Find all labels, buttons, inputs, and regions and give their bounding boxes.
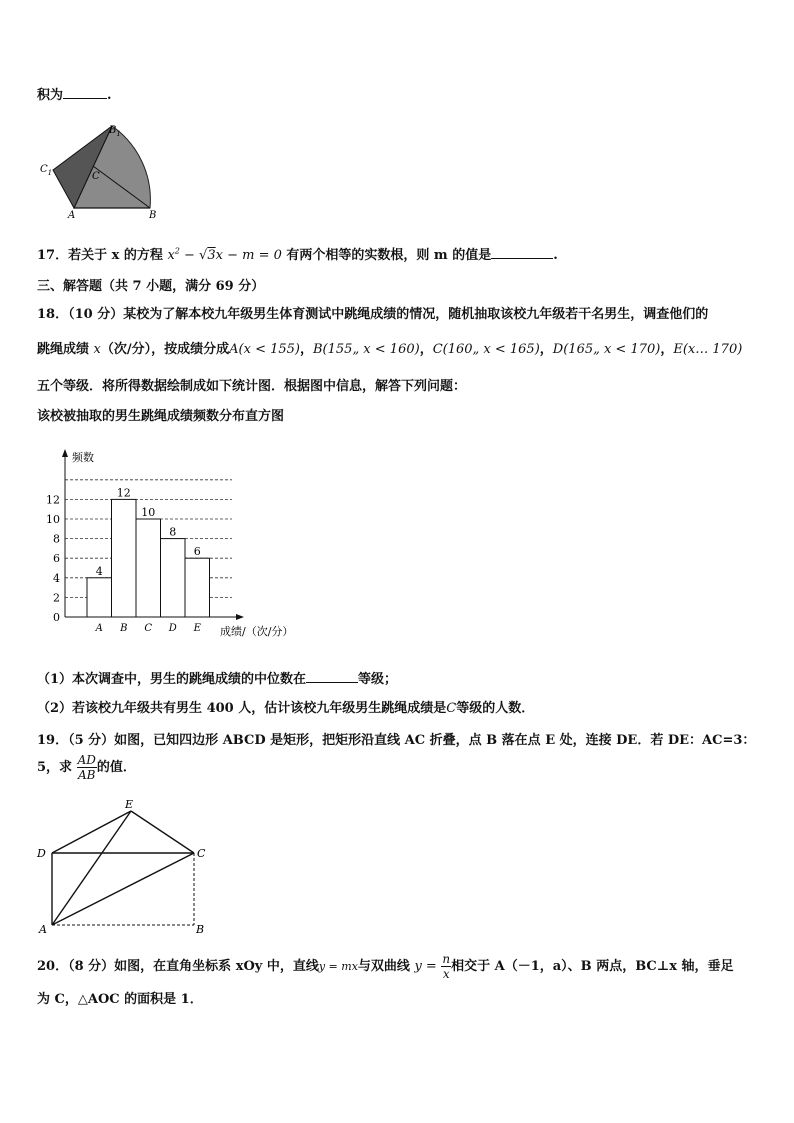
q18-sub2-a: （2）若该校九年级共有男生 400 人，估计该校九年级男生跳绳成绩是	[37, 701, 447, 716]
q19-figure	[34, 795, 219, 940]
range-a: A(x < 155)	[229, 342, 300, 357]
y-tick-label: 10	[46, 513, 60, 526]
q20-line-2: 为 C，△AOC 的面积是 1．	[37, 992, 203, 1007]
bar-B	[112, 499, 137, 617]
q18-line2-a: 跳绳成绩	[37, 342, 90, 357]
label-e: E	[125, 798, 134, 811]
section-3-heading: 三、解答题（共 7 小题，满分 69 分）	[37, 279, 265, 294]
q18-sub2	[37, 697, 534, 716]
q18-line-1: 18．（10 分）某校为了解本校九年级男生体育测试中跳绳成绩的情况，随机抽取该校九年级若干名男生，调查他们的	[37, 307, 709, 322]
q20-fraction: $\frac{n}{x}$	[442, 952, 451, 981]
label-c19: C	[197, 847, 206, 860]
q16-figure	[34, 120, 164, 220]
segment-ae	[52, 811, 131, 925]
q18-sub2-c: C	[446, 701, 457, 716]
q20-line1-b: 与双曲线	[357, 959, 410, 974]
y-tick-label: 2	[53, 591, 60, 605]
q19-fraction: $\frac{AD}{AB}$	[77, 753, 96, 782]
q18-line-2: 跳绳成绩 x（次/分），按成绩分成A(x < 155)，B(155„ x < 160)，C(160„ x < 165)，D(165„ x < 170)，E(x… 170)	[37, 342, 743, 357]
q18-sub1	[37, 668, 397, 687]
q20-line1-a: 20．（8 分）如图，在直角坐标系 xOy 中，直线	[37, 959, 319, 974]
q17-text-b: 有两个相等的实数根，则 m 的值是	[286, 248, 492, 263]
q19-line2-b: 的值．	[96, 760, 136, 775]
q17-number: 17．	[37, 248, 69, 263]
q20-line1-c: 相交于 A（－1，a）、B 两点，BC⊥x 轴，垂足	[451, 959, 734, 974]
q18-sub2-b: 等级的人数．	[456, 701, 535, 716]
q20-line-1	[37, 952, 734, 981]
category-label-E: E	[193, 623, 201, 634]
q18-sub1-a: （1）本次调查中，男生的跳绳成绩的中位数在	[37, 672, 307, 687]
q16-suffix: .	[107, 88, 112, 103]
q20-eq-line: y = mx	[318, 960, 358, 973]
bar-value-B: 12	[116, 486, 131, 500]
q18-line2-b: （次/分），按成绩分成	[100, 342, 230, 357]
label-c1: $C_1$	[40, 164, 53, 177]
histogram-chart	[40, 445, 320, 645]
label-c: C	[92, 171, 100, 182]
bar-value-C: 10	[141, 506, 156, 519]
segment-ec	[131, 811, 194, 853]
range-c: C(160„ x < 165)	[432, 342, 540, 357]
q17-answer-blank[interactable]	[491, 246, 553, 259]
y-tick-label: 12	[46, 493, 60, 507]
y-tick-label: 4	[53, 571, 60, 585]
range-e: E(x… 170)	[673, 342, 743, 357]
label-a: A	[68, 210, 76, 220]
category-label-C: C	[144, 623, 153, 634]
range-d: D(165„ x < 170)	[552, 342, 661, 357]
label-b19: B	[196, 923, 205, 936]
q16-answer-blank[interactable]	[63, 86, 107, 99]
category-label-B: B	[120, 623, 128, 634]
bar-value-E: 6	[193, 545, 201, 559]
label-a19: A	[39, 923, 47, 936]
q18-sub1-b: 等级；	[358, 672, 398, 687]
q17-end: .	[553, 248, 558, 263]
chart-caption: 该校被抽取的男生跳绳成绩频数分布直方图	[37, 409, 285, 424]
label-b1: $B_1$	[109, 125, 121, 138]
y-tick-label: 8	[53, 532, 60, 546]
category-label-D: D	[168, 623, 177, 634]
q20-eq-y: y =	[414, 959, 437, 974]
y-axis-label: 频数	[72, 451, 94, 464]
y-tick-label: 6	[53, 552, 60, 566]
q19-line-2	[37, 753, 136, 782]
x-axis-arrow	[236, 614, 244, 620]
bar-C	[136, 519, 161, 617]
bar-value-D: 8	[169, 525, 177, 539]
segment-ac	[52, 853, 194, 925]
q16-prefix: 积为	[37, 88, 64, 103]
segment-de	[52, 811, 131, 853]
q19-line-1: 19．（5 分）如图，已知四边形 ABCD 是矩形，把矩形沿直线 AC 折叠，点 B 落在点 E 处，连接 DE．若 DE：AC=3：	[37, 733, 756, 748]
q18-sub1-blank[interactable]	[306, 670, 358, 683]
q19-line2-a: 5，求	[37, 760, 73, 775]
bar-D	[161, 539, 186, 617]
label-b: B	[149, 210, 157, 220]
bar-A	[87, 578, 112, 617]
x-tick-labels	[95, 623, 202, 634]
y-tick-labels	[46, 493, 60, 624]
q16-line	[37, 84, 112, 103]
bar-E	[185, 558, 210, 617]
range-b: B(155„ x < 160)	[313, 342, 420, 357]
bar-value-A: 4	[95, 564, 103, 578]
category-label-A: A	[95, 623, 103, 634]
q17-text-a: 若关于 x 的方程	[68, 248, 163, 263]
label-d: D	[37, 847, 46, 860]
q18-var-x: x	[93, 342, 101, 357]
q17-equation: $x^2 - √3x - m = 0$	[167, 246, 282, 263]
q18-line-3: 五个等级．将所得数据绘制成如下统计图．根据图中信息，解答下列问题：	[37, 379, 467, 394]
y-tick-label: 0	[53, 611, 60, 624]
x-axis-label: 成绩/（次/分）	[220, 625, 294, 638]
y-axis-arrow	[62, 449, 68, 457]
q17-line	[37, 244, 558, 263]
